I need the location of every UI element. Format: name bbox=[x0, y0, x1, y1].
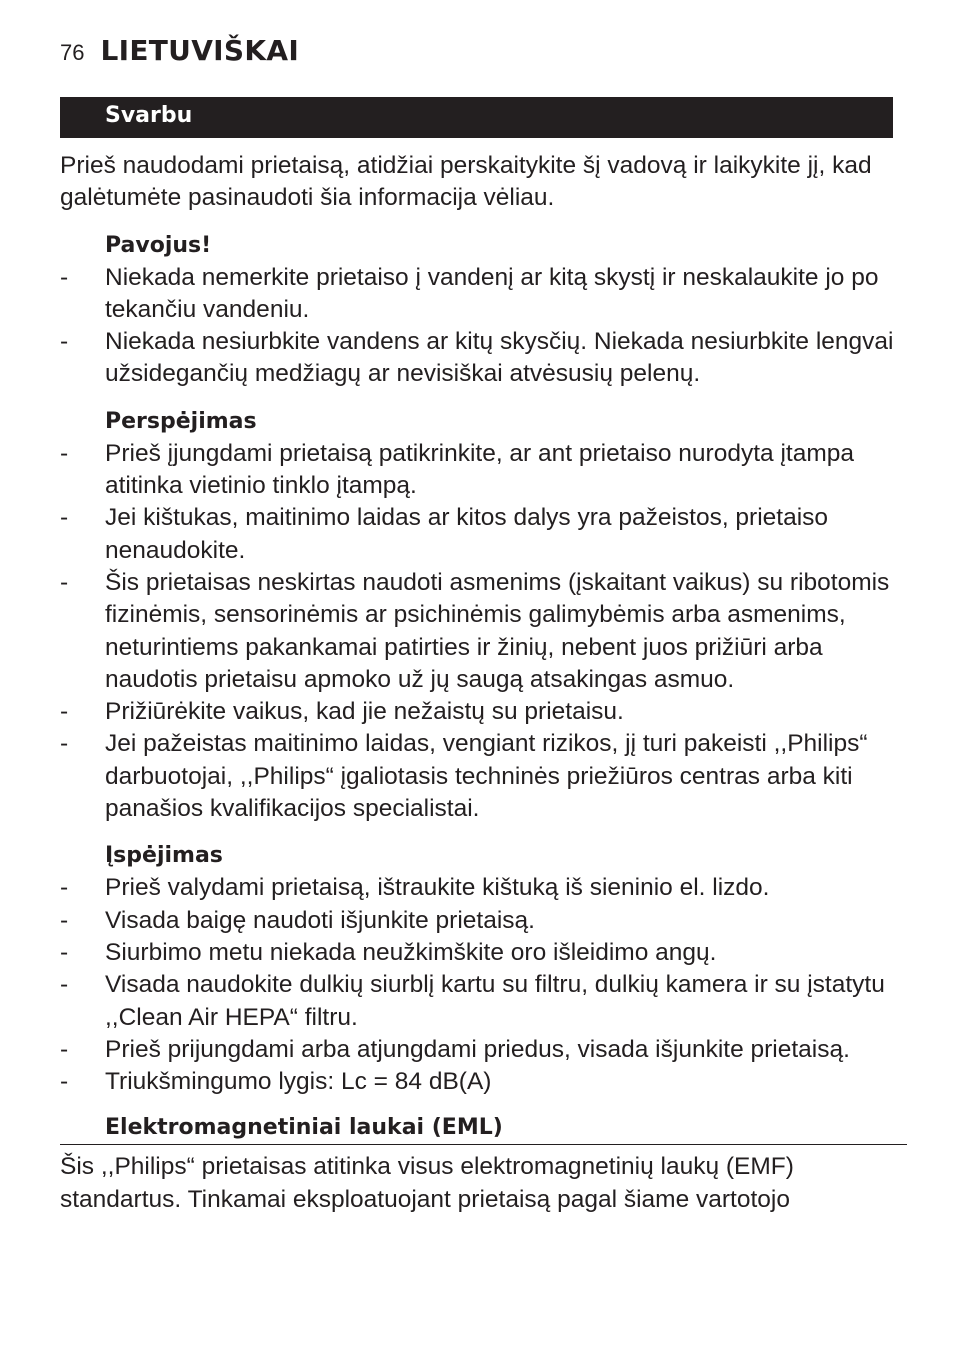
list-item: - Siurbimo metu niekada neužkimškite oro išleidimo angų. bbox=[60, 937, 900, 969]
danger-list bbox=[60, 262, 900, 391]
section-title: Svarbu bbox=[105, 103, 193, 128]
section-divider bbox=[60, 1144, 907, 1145]
page-number: 76 bbox=[60, 40, 85, 65]
list-item: - Prieš prijungdami arba atjungdami priedus, visada išjunkite prietaisą. bbox=[60, 1034, 900, 1066]
list-item: - Visada baigę naudoti išjunkite prietaisą. bbox=[60, 905, 900, 937]
list-item: - Šis prietaisas neskirtas naudoti asmenims (įskaitant vaikus) su ribotomis fizinėmis, sensorinėmis ar psichinėmis galimybėmis arba asmenims, neturintiems pakankamai patirties ir žinių, nebent juos prižiūri arba naudotis prietaisu apmoko už jų saugą atsakingas asmuo. bbox=[60, 567, 900, 696]
danger-heading: Pavojus! bbox=[105, 232, 212, 258]
list-item: - Prižiūrėkite vaikus, kad jie nežaistų su prietaisu. bbox=[60, 696, 900, 728]
list-item: - Visada naudokite dulkių siurblį kartu su filtru, dulkių kamera ir su įstatytu ,,Clean Air HEPA“ filtru. bbox=[60, 969, 900, 1034]
list-item: - Triukšmingumo lygis: Lc = 84 dB(A) bbox=[60, 1066, 900, 1098]
intro-paragraph: Prieš naudodami prietaisą, atidžiai perskaitykite šį vadovą ir laikykite jį, kad galėtumėte pasinaudoti šia informacija vėliau. bbox=[60, 152, 872, 212]
page-header bbox=[60, 34, 299, 74]
list-item: - Jei kištukas, maitinimo laidas ar kitos dalys yra pažeistos, prietaiso nenaudokite. bbox=[60, 502, 900, 567]
warning-list bbox=[60, 438, 900, 826]
language-title: LIETUVIŠKAI bbox=[100, 34, 300, 67]
emf-paragraph: Šis ,,Philips“ prietaisas atitinka visus elektromagnetinių laukų (EMF) standartus. Tinkamai eksploatuojant prietaisą pagal šiame vartotojo bbox=[60, 1153, 794, 1213]
emf-heading: Elektromagnetiniai laukai (EML) bbox=[105, 1115, 503, 1141]
list-item: - Prieš valydami prietaisą, ištraukite kištuką iš sieninio el. lizdo. bbox=[60, 872, 900, 904]
document-body bbox=[60, 150, 900, 1216]
section-title-bar bbox=[60, 97, 893, 138]
caution-list bbox=[60, 872, 900, 1098]
caution-heading: Įspėjimas bbox=[105, 843, 223, 869]
warning-heading: Perspėjimas bbox=[105, 408, 257, 434]
list-item: - Niekada nemerkite prietaiso į vandenį ar kitą skystį ir neskalaukite jo po tekančiu vandeniu. bbox=[60, 262, 900, 327]
list-item: - Niekada nesiurbkite vandens ar kitų skysčių. Niekada nesiurbkite lengvai užsidegančių medžiagų ar nevisiškai atvėsusių pelenų. bbox=[60, 326, 900, 391]
list-item: - Jei pažeistas maitinimo laidas, vengiant rizikos, jį turi pakeisti ,,Philips“ darbuotojai, ,,Philips“ įgaliotasis techninės priežiūros centras arba kiti panašios kvalifikacijos specialistai. bbox=[60, 728, 900, 825]
list-item: - Prieš įjungdami prietaisą patikrinkite, ar ant prietaiso nurodyta įtampa atitinka vietinio tinklo įtampą. bbox=[60, 438, 900, 503]
